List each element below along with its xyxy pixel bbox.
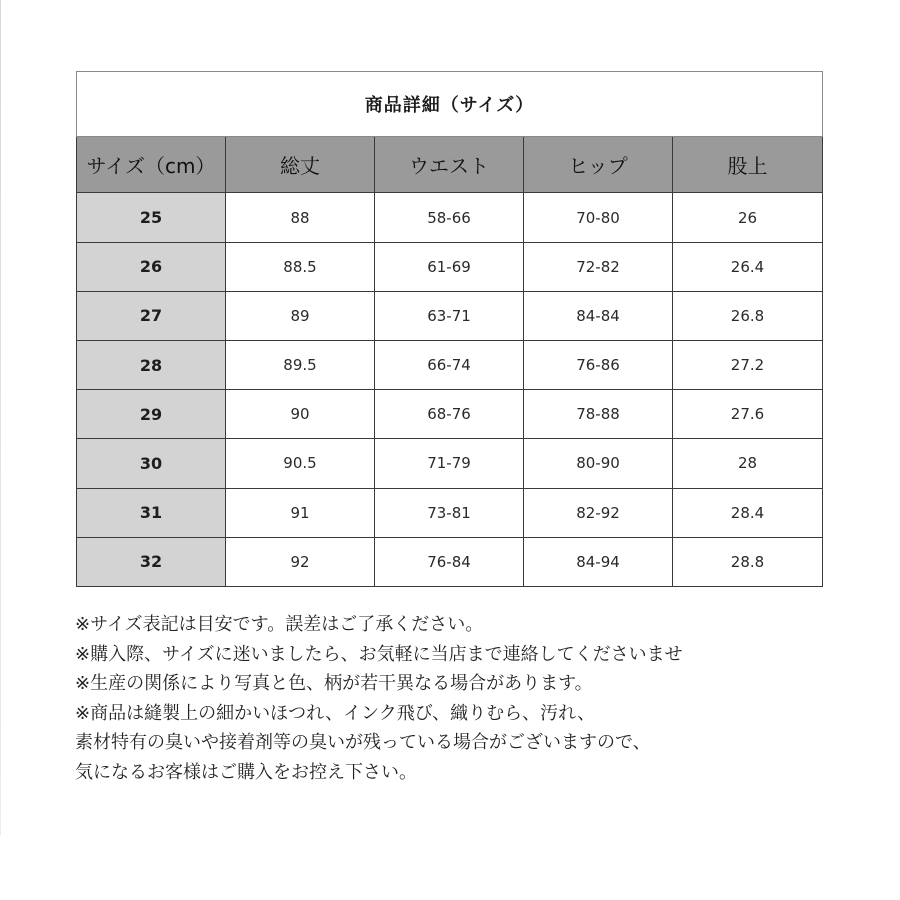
size-cell: 28 <box>77 341 226 390</box>
total-length-cell: 88 <box>226 193 375 242</box>
table-row <box>77 193 823 242</box>
total-length-cell: 89.5 <box>226 341 375 390</box>
size-cell: 30 <box>77 439 226 488</box>
waist-cell: 58-66 <box>375 193 524 242</box>
hip-cell: 84-84 <box>524 291 673 340</box>
table-row <box>77 537 823 586</box>
table-row <box>77 439 823 488</box>
rise-cell: 26 <box>673 193 823 242</box>
table-row <box>77 488 823 537</box>
total-length-cell: 90.5 <box>226 439 375 488</box>
waist-cell: 63-71 <box>375 291 524 340</box>
total-length-cell: 89 <box>226 291 375 340</box>
rise-cell: 27.6 <box>673 390 823 439</box>
table-header-row <box>77 137 823 193</box>
rise-cell: 26.4 <box>673 242 823 291</box>
size-cell: 26 <box>77 242 226 291</box>
total-length-cell: 88.5 <box>226 242 375 291</box>
size-cell: 25 <box>77 193 226 242</box>
total-length-cell: 92 <box>226 537 375 586</box>
note-line: ※購入際、サイズに迷いましたら、お気軽に当店まで連絡してくださいませ <box>75 643 683 665</box>
table-row <box>77 341 823 390</box>
header-hip: ヒップ <box>524 137 673 193</box>
table-row <box>77 390 823 439</box>
waist-cell: 68-76 <box>375 390 524 439</box>
waist-cell: 76-84 <box>375 537 524 586</box>
table-row <box>77 242 823 291</box>
total-length-cell: 91 <box>226 488 375 537</box>
hip-cell: 72-82 <box>524 242 673 291</box>
waist-cell: 61-69 <box>375 242 524 291</box>
size-chart-table <box>76 71 823 587</box>
hip-cell: 84-94 <box>524 537 673 586</box>
size-cell: 29 <box>77 390 226 439</box>
waist-cell: 73-81 <box>375 488 524 537</box>
rise-cell: 26.8 <box>673 291 823 340</box>
size-cell: 32 <box>77 537 226 586</box>
header-size: サイズ（cm） <box>77 137 226 193</box>
note-line: 気になるお客様はご購入をお控え下さい。 <box>75 761 417 783</box>
note-line: ※商品は縫製上の細かいほつれ、インク飛び、織りむら、汚れ、 <box>75 702 596 724</box>
note-line: ※生産の関係により写真と色、柄が若干異なる場合があります。 <box>75 673 593 694</box>
notes-block <box>75 610 875 787</box>
size-cell: 27 <box>77 291 226 340</box>
waist-cell: 66-74 <box>375 341 524 390</box>
rise-cell: 27.2 <box>673 341 823 390</box>
hip-cell: 78-88 <box>524 390 673 439</box>
waist-cell: 71-79 <box>375 439 524 488</box>
note-line: 素材特有の臭いや接着剤等の臭いが残っている場合がございますので、 <box>75 732 651 753</box>
table-row <box>77 291 823 340</box>
table-title: 商品詳細（サイズ） <box>77 72 823 137</box>
note-line: ※サイズ表記は目安です。誤差はご了承ください。 <box>75 614 484 635</box>
left-edge-line <box>0 0 1 835</box>
hip-cell: 70-80 <box>524 193 673 242</box>
rise-cell: 28.8 <box>673 537 823 586</box>
header-waist: ウエスト <box>375 137 524 193</box>
header-rise: 股上 <box>673 137 823 193</box>
total-length-cell: 90 <box>226 390 375 439</box>
hip-cell: 82-92 <box>524 488 673 537</box>
hip-cell: 76-86 <box>524 341 673 390</box>
rise-cell: 28 <box>673 439 823 488</box>
rise-cell: 28.4 <box>673 488 823 537</box>
hip-cell: 80-90 <box>524 439 673 488</box>
header-total-length: 総丈 <box>226 137 375 193</box>
size-cell: 31 <box>77 488 226 537</box>
